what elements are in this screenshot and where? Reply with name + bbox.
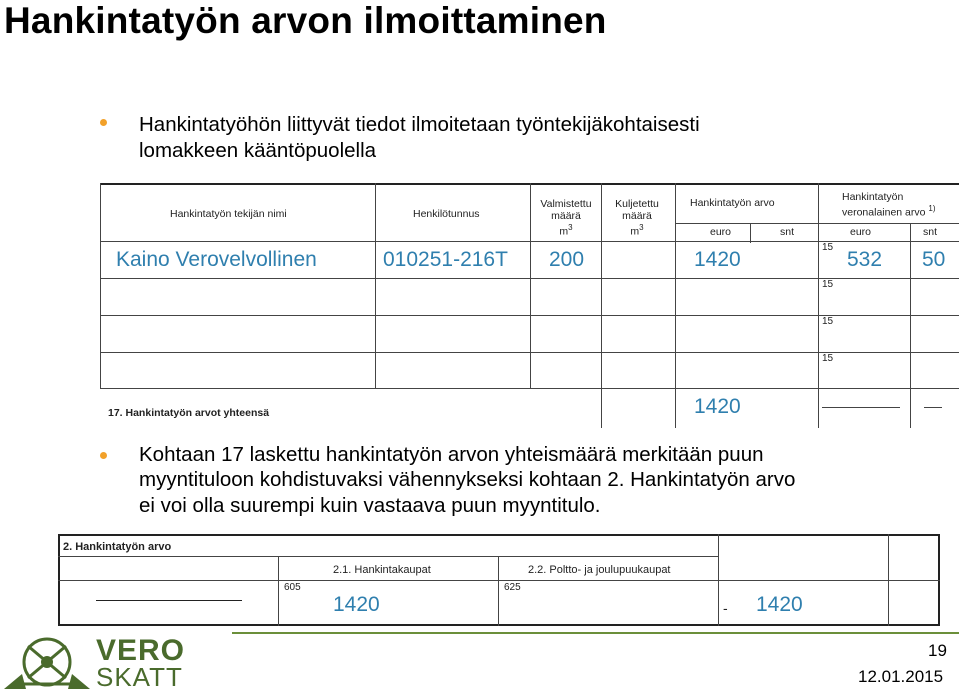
value-hankintakaupat: 1420 xyxy=(333,593,380,616)
dash: - xyxy=(723,600,728,616)
bullet1-line1: Hankintatyöhön liittyvät tiedot ilmoitetaan työntekijäkohtaisesti xyxy=(139,113,700,136)
bullet-dot xyxy=(100,119,107,126)
bullet2-line2: myyntituloon kohdistuvaksi vähennykseksi kohtaan 2. Hankintatyön arvo xyxy=(139,468,796,491)
code-625: 625 xyxy=(504,582,521,593)
bullet2-line3: ei voi olla suurempi kuin vastaava puun myyntitulo. xyxy=(139,494,601,517)
row-taxable-snt: 50 xyxy=(922,248,946,271)
bullet2-line1: Kohtaan 17 laskettu hankintatyön arvon yhteismäärä merkitään puun xyxy=(139,443,764,466)
header-taxable: Hankintatyön veronalainen arvo $^{1)}$ xyxy=(842,191,936,219)
field-code: 15 xyxy=(822,279,834,290)
row-measured: 200 xyxy=(549,248,585,271)
header-euro: euro xyxy=(710,226,732,238)
row-id: 010251-216T xyxy=(383,248,508,271)
header-measured: Valmistettu määrä $m^3$ xyxy=(540,198,592,238)
field-code: 15 xyxy=(822,316,834,327)
value-total: 1420 xyxy=(756,593,803,616)
vero-emblem-icon xyxy=(4,634,90,689)
row-value: 1420 xyxy=(694,248,741,271)
row-taxable-euro: 532 xyxy=(847,248,883,271)
col2-label: 2.2. Poltto- ja joulupuukaupat xyxy=(528,564,671,576)
total-label: 17. Hankintatyön arvot yhteensä xyxy=(108,407,270,419)
form-hankintatyo-table xyxy=(100,183,959,428)
code-605: 605 xyxy=(284,582,301,593)
header-snt2: snt xyxy=(923,226,938,238)
header-snt: snt xyxy=(780,226,795,238)
page-number: 19 xyxy=(928,641,947,660)
header-transported: Kuljetettu määrä $m^3$ xyxy=(615,198,659,238)
vero-skatt-logo: VERO SKATT xyxy=(4,634,174,689)
page-title: Hankintatyön arvon ilmoittaminen xyxy=(4,0,607,41)
section-2-label: 2. Hankintatyön arvo xyxy=(63,541,172,553)
footer-date: 12.01.2015 xyxy=(858,667,944,686)
bullet1-line2: lomakkeen kääntöpuolella xyxy=(139,139,377,162)
field-code: 15 xyxy=(822,353,834,364)
footer-rule xyxy=(232,632,959,634)
bullet-dot xyxy=(100,452,107,459)
total-value: 1420 xyxy=(694,395,741,418)
form-section-2 xyxy=(58,534,940,626)
header-euro2: euro xyxy=(850,226,872,238)
row-name: Kaino Verovelvollinen xyxy=(116,248,317,271)
field-code: 15 xyxy=(822,242,834,253)
col1-label: 2.1. Hankintakaupat xyxy=(333,564,431,576)
header-id: Henkilötunnus xyxy=(413,208,480,220)
header-name: Hankintatyön tekijän nimi xyxy=(170,208,287,220)
header-value: Hankintatyön arvo xyxy=(690,197,775,209)
